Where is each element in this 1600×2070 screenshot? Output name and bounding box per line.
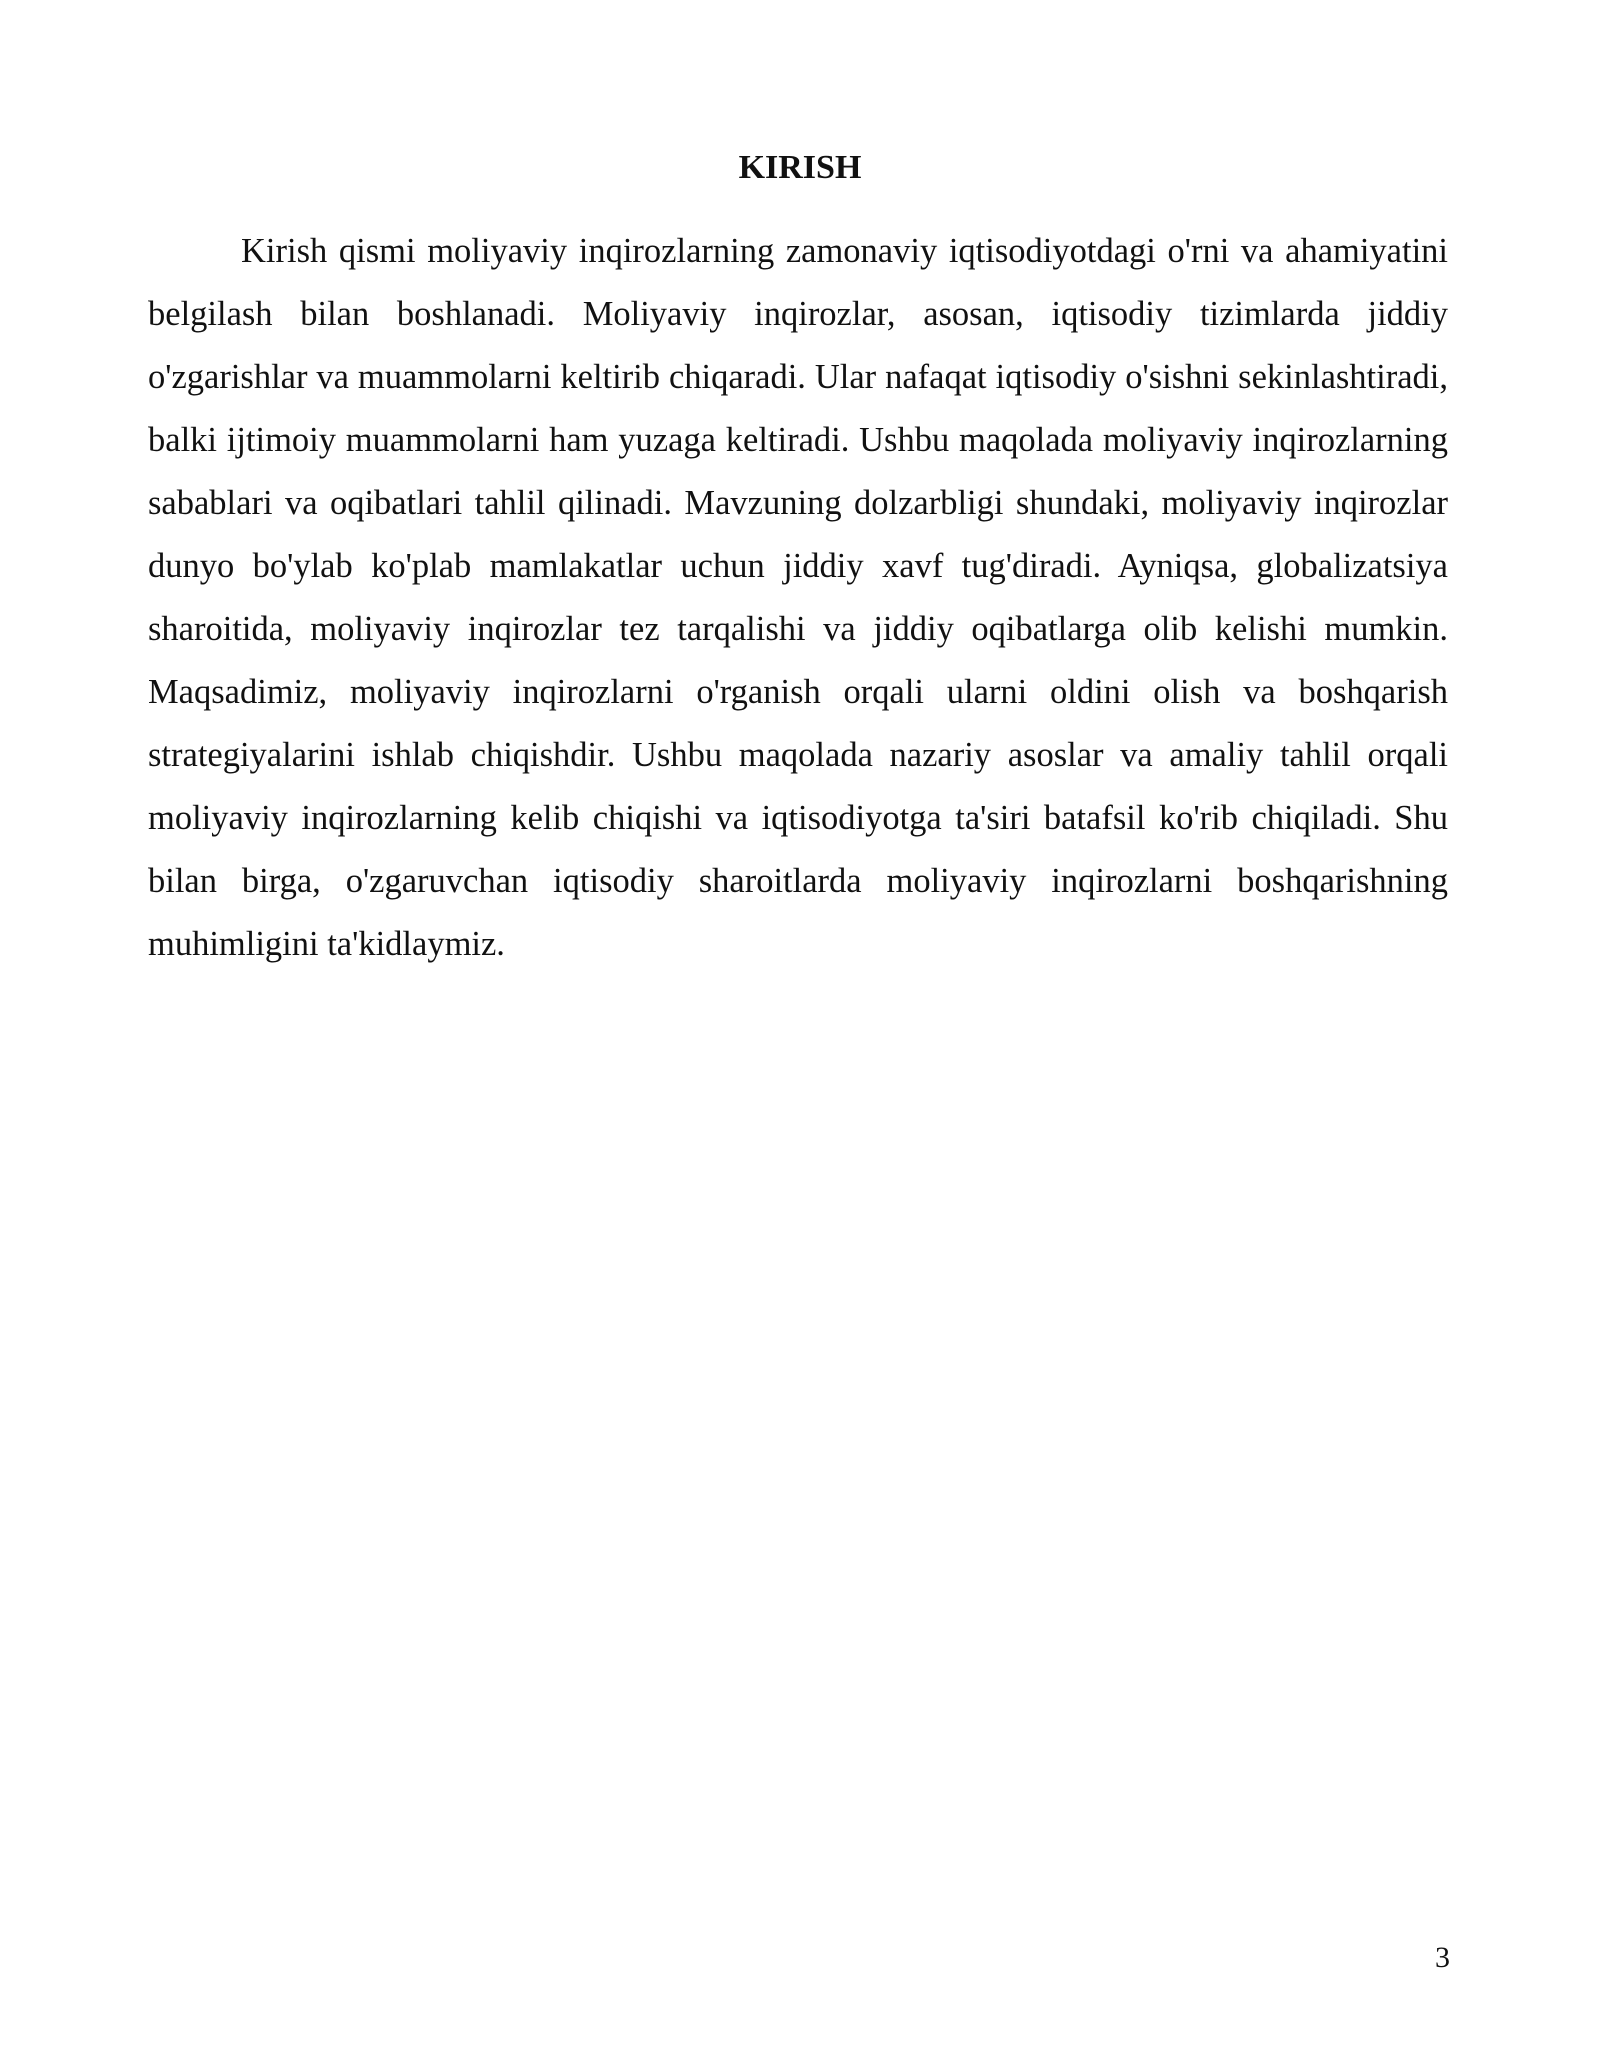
intro-paragraph: Kirish qismi moliyaviy inqirozlarning zamonaviy iqtisodiyotdagi o'rni va ahamiyatini belgilash bilan boshlanadi. Moliyaviy inqirozlar, asosan, iqtisodiy tizimlarda jiddiy o'zgarishlar va muammolarni keltirib chiqaradi. Ular nafaqat iqtisodiy o'sishni sekinlashtiradi, balki ijtimoiy muammolarni ham yuzaga keltiradi. Ushbu maqolada moliyaviy inqirozlarning sabablari va oqibatlari tahlil qilinadi. Mavzuning dolzarbligi shundaki, moliyaviy inqirozlar dunyo bo'ylab ko'plab mamlakatlar uchun jiddiy xavf tug'diradi. Ayniqsa, globalizatsiya sharoitida, moliyaviy inqirozlar tez tarqalishi va jiddiy oqibatlarga olib kelishi mumkin. Maqsadimiz, moliyaviy inqirozlarni o'rganish orqali ularni oldini olish va boshqarish strategiyalarini ishlab chiqishdir. Ushbu maqolada nazariy asoslar va amaliy tahlil orqali moliyaviy inqirozlarning kelib chiqishi va iqtisodiyotga ta'siri batafsil ko'rib chiqiladi. Shu bilan birga, o'zgaruvchan iqtisodiy sharoitlarda moliyaviy inqirozlarni boshqarishning muhimligini ta'kidlaymiz. [148,232,1448,963]
page-number: 3 [1435,1941,1450,1974]
section-heading: KIRISH [738,149,862,186]
